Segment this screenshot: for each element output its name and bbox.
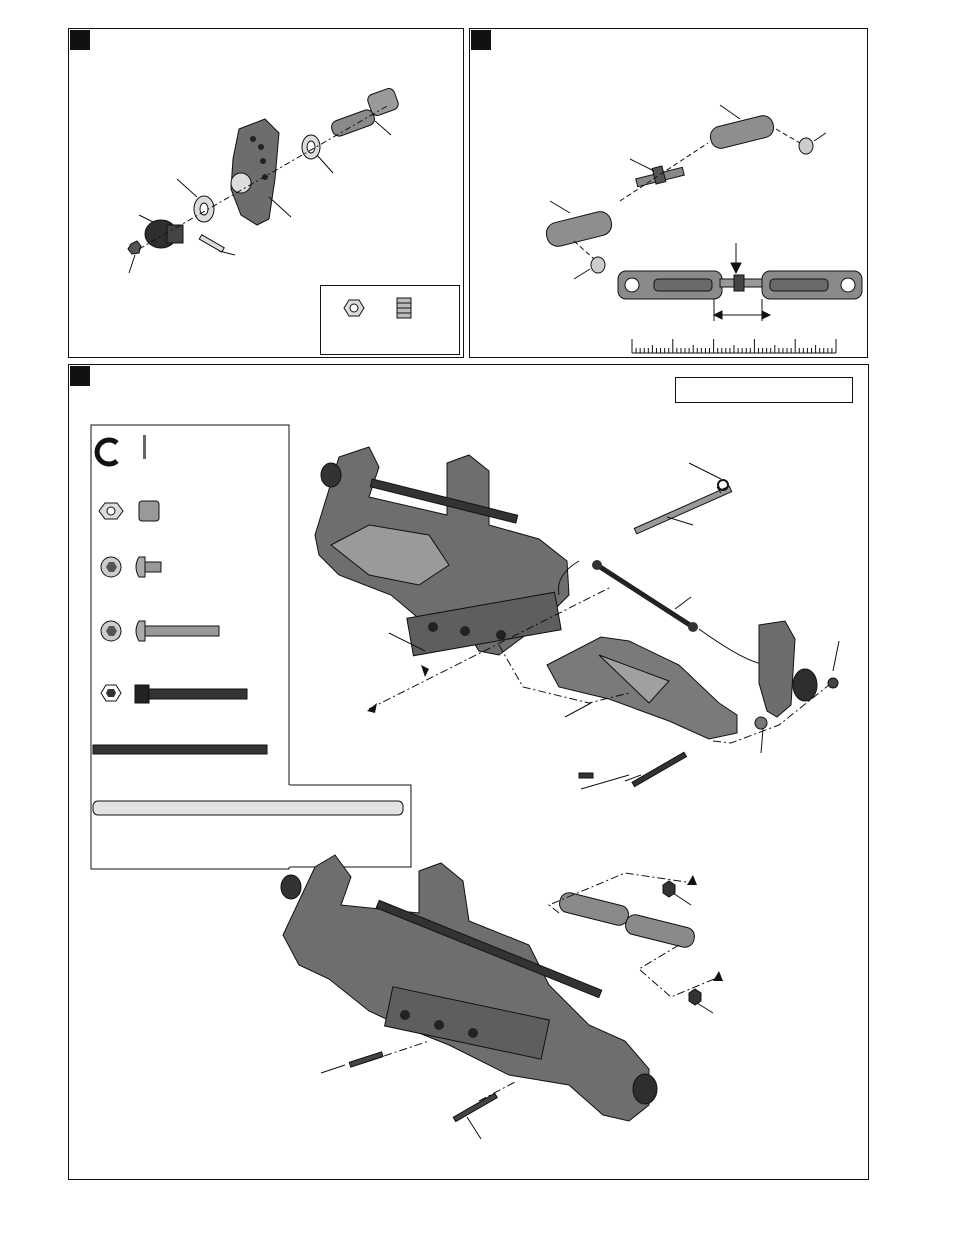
lock-nut-icon	[344, 300, 364, 316]
axis-arrow-head-4	[713, 971, 723, 981]
ball-stud-part-lower	[591, 257, 605, 273]
hinge-pin-part	[634, 486, 731, 534]
axis-arrow-head-2	[421, 665, 429, 677]
short-screw-part-c	[579, 773, 593, 778]
hardware-box-a-icons	[321, 286, 459, 354]
long-screw-part-c	[632, 752, 686, 786]
driveshaft-part	[592, 560, 698, 632]
set-screw-icon	[397, 298, 411, 318]
rod-end-part-lower	[544, 209, 614, 248]
step-b-panel	[469, 28, 868, 358]
nut-part	[128, 241, 141, 254]
ball-stud-part-upper	[799, 138, 813, 154]
assembled-rod	[618, 271, 862, 299]
hub-carrier-part	[231, 119, 279, 225]
screw-part-lower-2	[453, 1093, 497, 1121]
nut-part-lower-1	[663, 881, 675, 897]
step-b-illustration	[470, 29, 869, 359]
rod-end-part-upper	[708, 114, 775, 151]
turnbuckle-part	[636, 166, 685, 187]
step-b-leaders	[550, 105, 826, 279]
step-a-panel	[68, 28, 464, 358]
hardware-box-a	[320, 285, 460, 355]
turnbuckle-assembly-lower	[558, 891, 697, 949]
lock-nut-part-c	[755, 717, 767, 729]
drive-pin-part	[199, 235, 224, 252]
axis-arrow-head-1	[367, 703, 377, 713]
axis-arrow-head-3	[687, 875, 697, 885]
rear-bulkhead-assembly-upper	[315, 447, 569, 656]
pivot-pin-part	[330, 87, 400, 138]
nut-part-lower-2	[689, 989, 701, 1005]
hub-carrier-part-c	[759, 621, 838, 717]
hex-hub-part	[145, 220, 183, 248]
rear-bulkhead-assembly-lower	[281, 855, 657, 1121]
step-c-panel	[68, 364, 869, 1180]
ruler-ticks	[632, 339, 836, 353]
step-c-illustration	[69, 365, 869, 1175]
suspension-arm-part	[547, 637, 737, 739]
step-b-axes	[574, 129, 800, 259]
bearing-part-2	[194, 196, 214, 222]
screw-part-lower-1	[349, 1052, 383, 1067]
